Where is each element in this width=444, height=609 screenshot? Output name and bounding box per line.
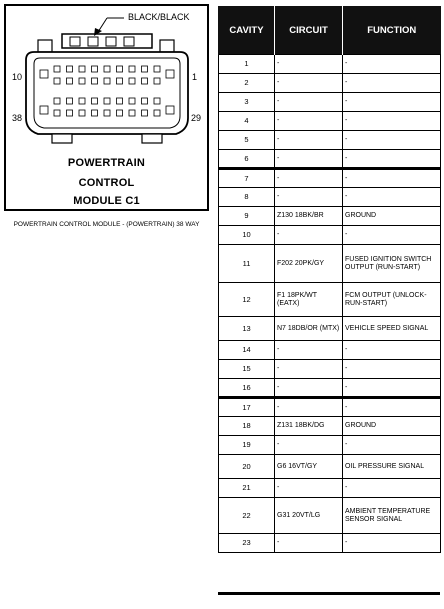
table-row (219, 226, 441, 245)
function-cell: - (343, 93, 441, 112)
table-row (219, 283, 441, 317)
circuit-cell: Z131 18BK/DG (275, 417, 343, 436)
table-row (219, 498, 441, 534)
cavity-cell: 11 (219, 245, 275, 283)
connector-pin (92, 66, 98, 72)
table-row (219, 398, 441, 417)
connector-pin (117, 66, 123, 72)
connector-pin (154, 78, 160, 84)
connector-pin (67, 78, 73, 84)
circuit-cell: F1 18PK/WT (EATX) (275, 283, 343, 317)
cavity-cell: 17 (219, 398, 275, 417)
connector-pin (104, 110, 110, 116)
cavity-cell: 5 (219, 131, 275, 150)
function-cell: - (343, 188, 441, 207)
table-bottom-rule (218, 592, 440, 595)
cavity-cell: 1 (219, 55, 275, 74)
function-cell: GROUND (343, 417, 441, 436)
table-row (219, 188, 441, 207)
connector-pin (79, 78, 85, 84)
connector-pin (92, 110, 98, 116)
connector-pin (54, 78, 60, 84)
connector-pin (104, 66, 110, 72)
cavity-cell: 20 (219, 455, 275, 479)
connector-pin (129, 66, 135, 72)
circuit-cell: - (275, 398, 343, 417)
connector-pin (92, 78, 98, 84)
connector-pin (142, 78, 148, 84)
connector-pin (129, 98, 135, 104)
header-function: FUNCTION (343, 6, 441, 55)
function-cell: - (343, 112, 441, 131)
connector-pin (142, 66, 148, 72)
circuit-cell: - (275, 379, 343, 398)
connector-pin (117, 98, 123, 104)
table-row (219, 150, 441, 169)
function-cell: - (343, 74, 441, 93)
circuit-cell: - (275, 360, 343, 379)
function-cell: AMBIENT TEMPERATURE SENSOR SIGNAL (343, 498, 441, 534)
table-row (219, 207, 441, 226)
table-row (219, 360, 441, 379)
cavity-cell: 3 (219, 93, 275, 112)
connector-pin (79, 98, 85, 104)
cavity-cell: 13 (219, 317, 275, 341)
cavity-cell: 22 (219, 498, 275, 534)
table-row (219, 112, 441, 131)
function-cell: - (343, 534, 441, 553)
function-cell: OIL PRESSURE SIGNAL (343, 455, 441, 479)
pin-label-bottom-right: 29 (191, 113, 202, 123)
pin-label-bottom-left: 38 (12, 113, 23, 123)
connector-pin (54, 66, 60, 72)
function-cell: - (343, 131, 441, 150)
circuit-cell: - (275, 479, 343, 498)
table-row (219, 245, 441, 283)
circuit-cell: Z130 18BK/BR (275, 207, 343, 226)
circuit-cell: F202 20PK/GY (275, 245, 343, 283)
connector-pin (154, 110, 160, 116)
connector-pin (79, 110, 85, 116)
connector-pin (67, 66, 73, 72)
connector-pin (67, 110, 73, 116)
table-row (219, 169, 441, 188)
connector-title-line-3: MODULE C1 (73, 195, 140, 207)
function-cell: - (343, 379, 441, 398)
table-row (219, 379, 441, 398)
table-row (219, 74, 441, 93)
cavity-cell: 8 (219, 188, 275, 207)
circuit-cell: - (275, 188, 343, 207)
connector-pin (40, 106, 48, 114)
connector-pin (154, 66, 160, 72)
circuit-cell: - (275, 534, 343, 553)
cavity-cell: 19 (219, 436, 275, 455)
connector-pin (129, 78, 135, 84)
pinout-table (218, 6, 441, 553)
circuit-cell: G6 16VT/GY (275, 455, 343, 479)
connector-diagram (4, 4, 209, 211)
table-row (219, 93, 441, 112)
cavity-cell: 9 (219, 207, 275, 226)
header-cavity: CAVITY (219, 6, 275, 55)
connector-pin (117, 78, 123, 84)
cavity-cell: 14 (219, 341, 275, 360)
table-row (219, 455, 441, 479)
connector-pin (142, 98, 148, 104)
cavity-cell: 10 (219, 226, 275, 245)
connector-title-line-1: POWERTRAIN (67, 157, 146, 169)
function-cell: FUSED IGNITION SWITCH OUTPUT (RUN-START) (343, 245, 441, 283)
connector-pin (142, 110, 148, 116)
pin-label-top-left: 10 (12, 72, 23, 82)
header-circuit: CIRCUIT (275, 6, 343, 55)
table-header-row (219, 6, 441, 55)
cavity-cell: 23 (219, 534, 275, 553)
connector-pin (104, 98, 110, 104)
connector-pin (54, 98, 60, 104)
function-cell: VEHICLE SPEED SIGNAL (343, 317, 441, 341)
cavity-cell: 21 (219, 479, 275, 498)
function-cell: FCM OUTPUT (UNLOCK-RUN-START) (343, 283, 441, 317)
table-body (219, 55, 441, 553)
function-cell: - (343, 360, 441, 379)
circuit-cell: - (275, 93, 343, 112)
cavity-cell: 16 (219, 379, 275, 398)
connector-title-line-2: CONTROL (78, 177, 135, 189)
connector-pin (92, 98, 98, 104)
cavity-cell: 2 (219, 74, 275, 93)
connector-pin (166, 106, 174, 114)
table-row (219, 131, 441, 150)
pin-label-top-right: 1 (192, 72, 198, 82)
connector-pin (154, 98, 160, 104)
function-cell: - (343, 150, 441, 169)
function-cell: - (343, 398, 441, 417)
connector-caption: POWERTRAIN CONTROL MODULE - (POWERTRAIN) 38 WAY (13, 221, 200, 228)
cavity-cell: 12 (219, 283, 275, 317)
cavity-cell: 18 (219, 417, 275, 436)
table-row (219, 479, 441, 498)
function-cell: GROUND (343, 207, 441, 226)
cavity-cell: 15 (219, 360, 275, 379)
table-row (219, 534, 441, 553)
connector-pin (54, 110, 60, 116)
circuit-cell: N7 18DB/OR (MTX) (275, 317, 343, 341)
cavity-cell: 6 (219, 150, 275, 169)
circuit-cell: - (275, 131, 343, 150)
table-row (219, 417, 441, 436)
function-cell: - (343, 55, 441, 74)
cavity-cell: 7 (219, 169, 275, 188)
connector-pin (166, 70, 174, 78)
connector-pin (129, 110, 135, 116)
circuit-cell: - (275, 226, 343, 245)
connector-pin (67, 98, 73, 104)
table-row (219, 341, 441, 360)
function-cell: - (343, 169, 441, 188)
circuit-cell: - (275, 169, 343, 188)
table-row (219, 436, 441, 455)
connector-color-label: BLACK/BLACK (128, 12, 190, 22)
circuit-cell: - (275, 74, 343, 93)
circuit-cell: - (275, 150, 343, 169)
cavity-cell: 4 (219, 112, 275, 131)
circuit-cell: - (275, 55, 343, 74)
table-row (219, 55, 441, 74)
connector-pin (104, 78, 110, 84)
circuit-cell: - (275, 112, 343, 131)
connector-pin (117, 110, 123, 116)
connector-pin (40, 70, 48, 78)
connector-pin (79, 66, 85, 72)
function-cell: - (343, 341, 441, 360)
function-cell: - (343, 479, 441, 498)
circuit-cell: G31 20VT/LG (275, 498, 343, 534)
circuit-cell: - (275, 341, 343, 360)
circuit-cell: - (275, 436, 343, 455)
function-cell: - (343, 226, 441, 245)
function-cell: - (343, 436, 441, 455)
table-row (219, 317, 441, 341)
